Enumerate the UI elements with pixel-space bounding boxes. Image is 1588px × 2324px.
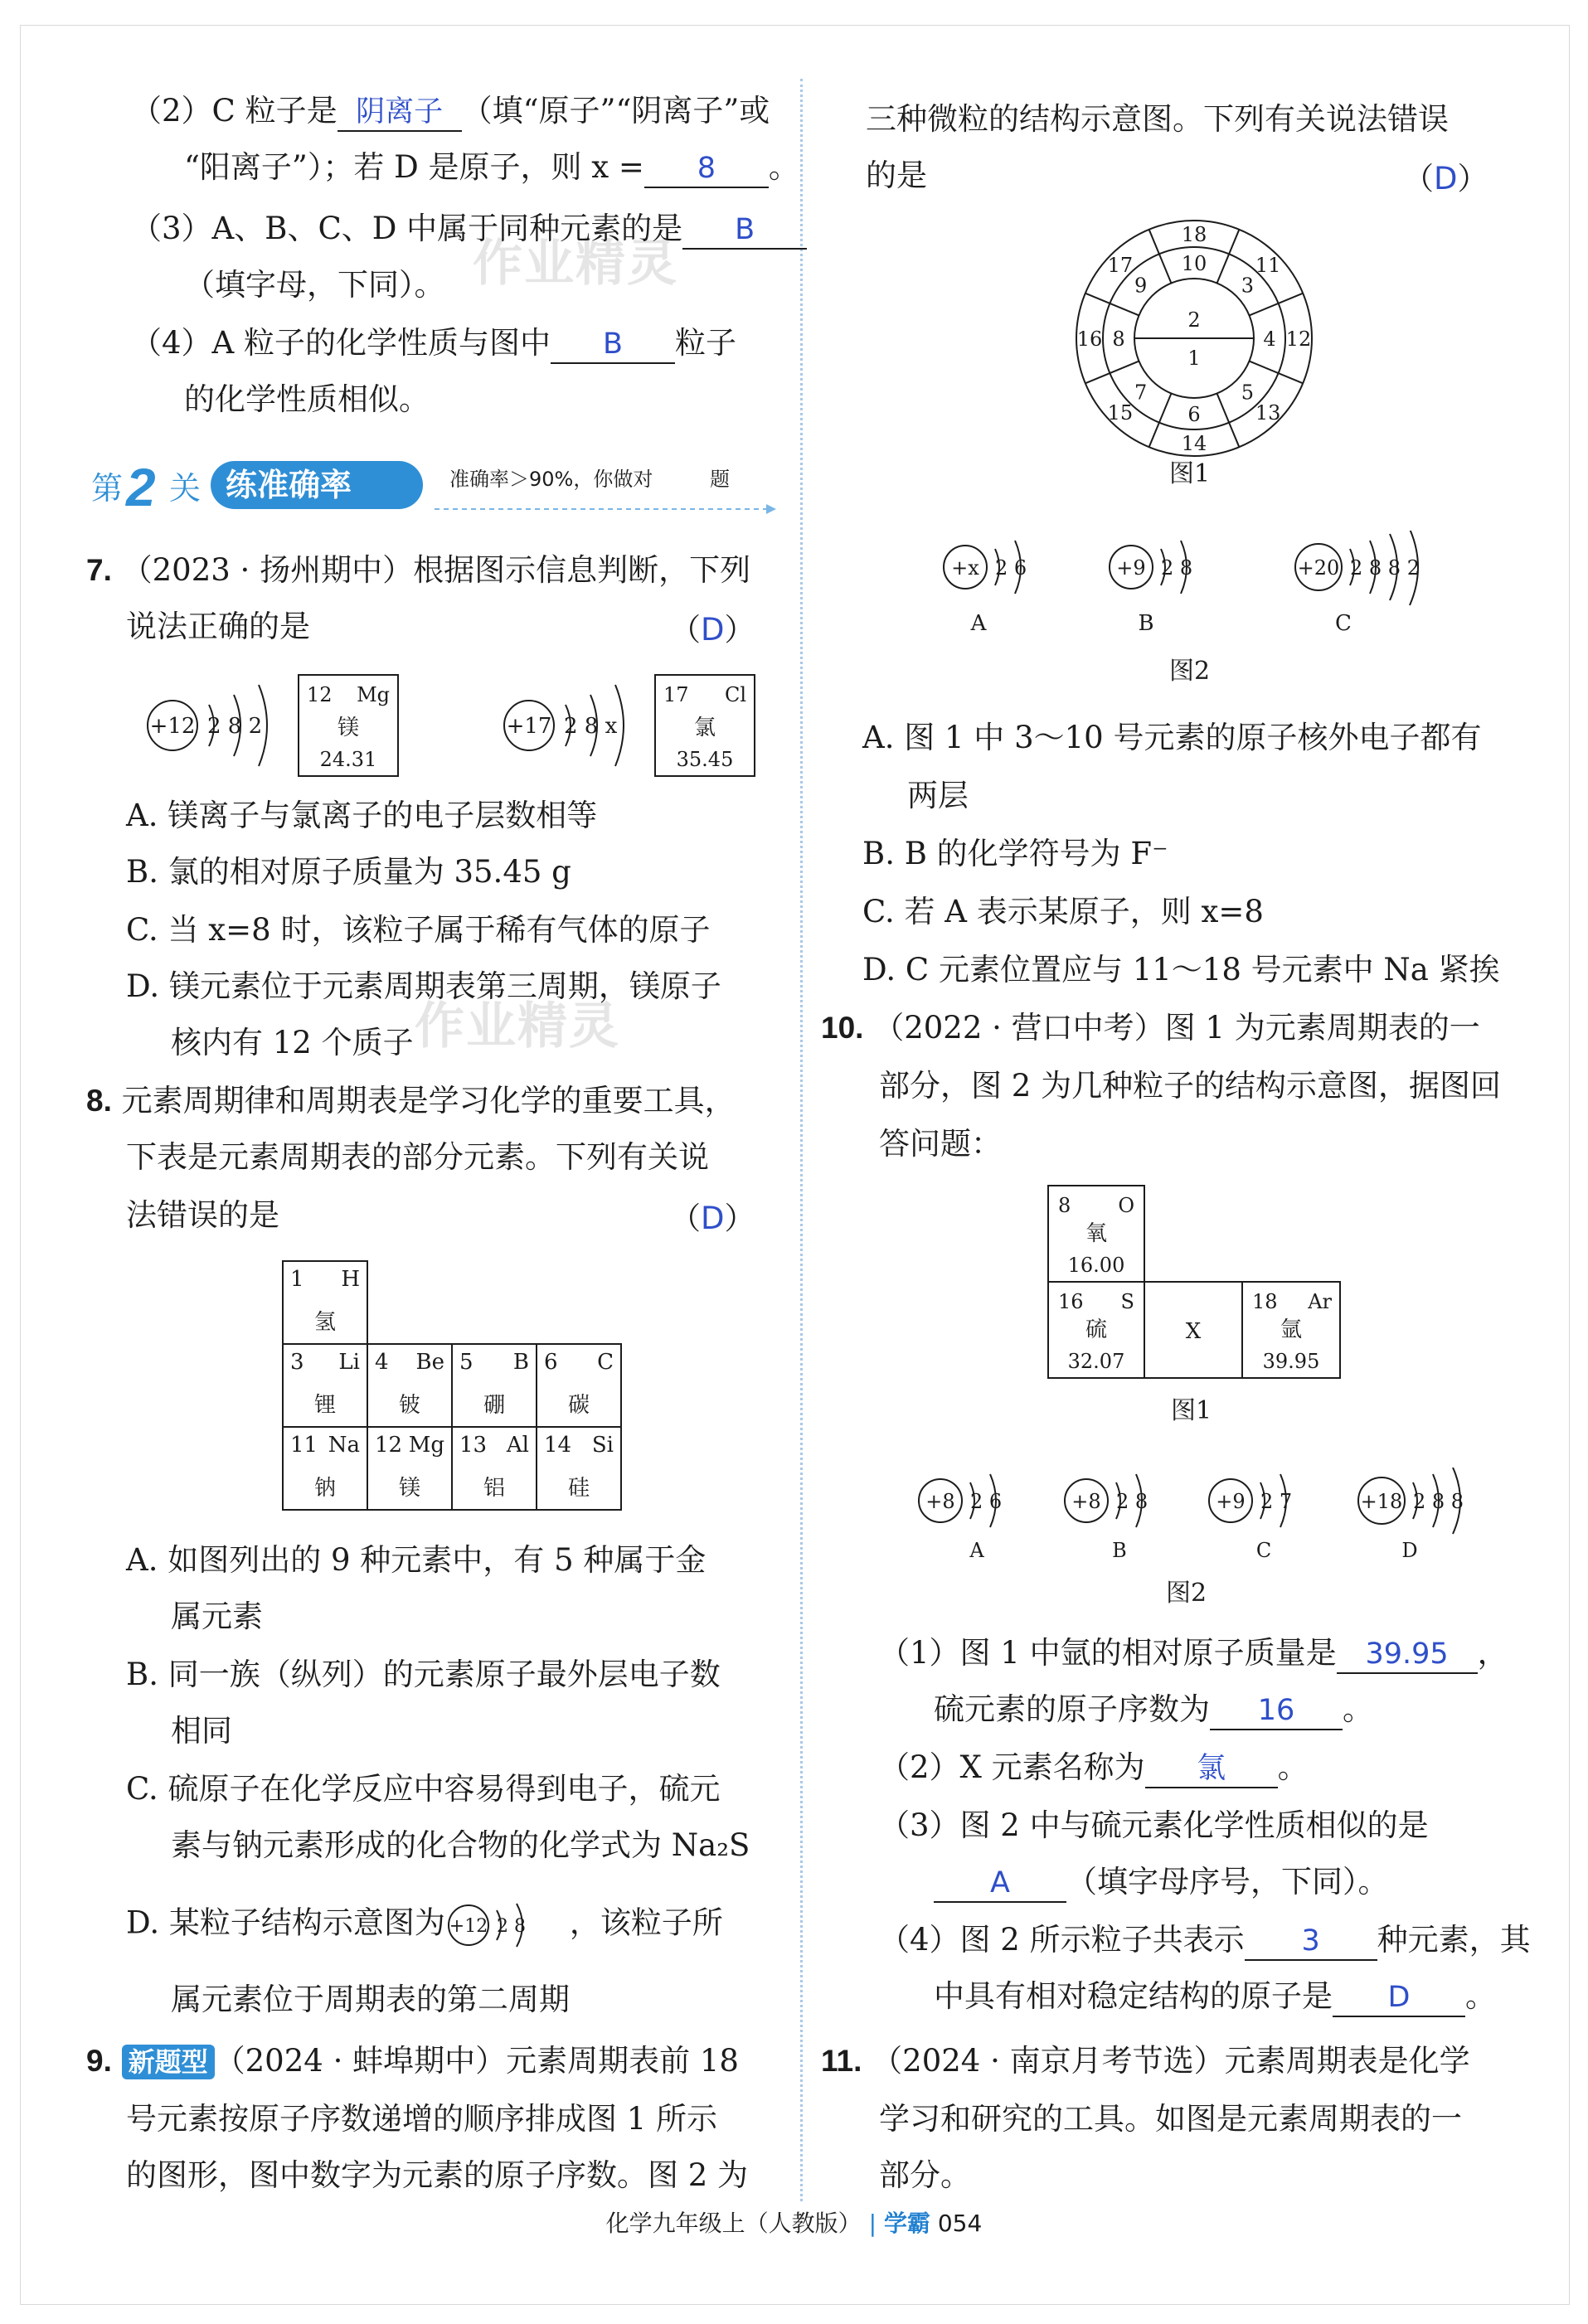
q9-particle-a-shells: 2 6 [995, 556, 1027, 580]
q8-cell: 5 B 硼 [452, 1344, 537, 1427]
q7-option-a: A. 镁离子与氯离子的电子层数相等 [126, 798, 598, 833]
svg-text:S: S [1120, 1290, 1134, 1313]
svg-text:2 8 8: 2 8 8 [1413, 1490, 1464, 1513]
q10-answer-x-name: 氯 [1145, 1750, 1278, 1788]
q8-cell: 3 Li 锂 [283, 1344, 367, 1427]
svg-text:24.31: 24.31 [319, 748, 377, 771]
wheel-outer-label: 13 [1255, 401, 1281, 425]
q9-new-type-tag: 新题型 [122, 2045, 215, 2079]
q9-option-d: D. C 元素位置应与 11～18 号元素中 Na 紧挨 [862, 952, 1500, 987]
wheel-mid-label: 5 [1241, 381, 1254, 405]
svg-text:39.95: 39.95 [1262, 1350, 1320, 1373]
svg-text:Mg: Mg [357, 683, 390, 706]
svg-text:+8: +8 [1071, 1490, 1101, 1513]
q9-option-b: B. B 的化学符号为 F⁻ [862, 836, 1168, 871]
wheel-mid-label: 9 [1134, 274, 1148, 298]
q9-stem-line4: 三种微粒的结构示意图。下列有关说法错误 [866, 101, 1449, 137]
column-divider [800, 79, 803, 2201]
q8-option-d-line2: 属元素位于周期表的第二周期 [171, 1982, 570, 2017]
svg-text:Cl: Cl [724, 683, 746, 706]
q7-answer: （D） [670, 612, 755, 648]
q7-stem-line1: 7. （2023 · 扬州期中）根据图示信息判断，下列 [86, 552, 751, 588]
q8-option-c-line2: 素与钠元素形成的化合物的化学式为 Na₂S [171, 1827, 750, 1863]
wheel-mid-label: 4 [1263, 327, 1276, 351]
q11-number: 11. [821, 2044, 862, 2078]
q7-cl-shells: 2 8 x [564, 714, 618, 739]
banner-accuracy-note: 准确率＞90%，你做对 [449, 468, 653, 491]
q9-figure2-caption: 图2 [1169, 657, 1211, 686]
banner-note-end: 题 [710, 468, 730, 491]
q6-answer-ion-type: 阴离子 [338, 94, 462, 132]
q8-cell: 1 H 氢 [283, 1261, 367, 1344]
svg-text:2 8: 2 8 [496, 1916, 526, 1937]
q10-stem-line2: 部分，图 2 为几种粒子的结构示意图，据图回 [879, 1068, 1502, 1104]
q10-part3-line2: A （填字母序号，下同）。 [934, 1861, 1389, 1904]
svg-text:35.45: 35.45 [676, 748, 734, 771]
svg-text:O: O [1118, 1194, 1134, 1217]
q9-stem-line5: 的是 [866, 158, 927, 193]
q9-figure1-caption: 图1 [1169, 459, 1211, 488]
wheel-mid-label: 6 [1187, 403, 1201, 426]
q7-option-d-line1: D. 镁元素位于元素周期表第三周期，镁原子 [126, 968, 721, 1004]
q8-answer: （D） [670, 1201, 755, 1236]
banner-title: 练准确率 [226, 467, 352, 503]
footer-brand: 学霸 [883, 2210, 930, 2237]
svg-text:镁: 镁 [337, 716, 360, 740]
svg-text:+9: +9 [1216, 1490, 1246, 1513]
q10-answer-similar: A [934, 1865, 1066, 1903]
svg-text:2 7: 2 7 [1260, 1490, 1293, 1513]
q8-cell: 13 Al 铝 [452, 1427, 537, 1510]
q8-stem-line3: 法错误的是 [126, 1197, 279, 1233]
q10-figure2-caption: 图2 [1166, 1579, 1207, 1608]
q7-number: 7. [86, 553, 112, 587]
q9-figure1-wheel [1061, 214, 1327, 463]
banner-di: 第 [91, 470, 124, 507]
q10-answer-s-number: 16 [1210, 1692, 1343, 1730]
q6-part3-line2: （填字母，下同）。 [184, 267, 445, 303]
q10-part1-line2: 硫元素的原子序数为 16 。 [934, 1688, 1373, 1731]
q10-number: 10. [821, 1011, 864, 1045]
q9-particle-b-shells: 2 8 [1161, 556, 1193, 580]
q10-figure1-table [1047, 1184, 1345, 1383]
banner-guan: 关 [169, 470, 202, 507]
q7-mg-shells: 2 8 2 [207, 714, 263, 739]
q9-answer: （D） [1403, 161, 1488, 196]
q9-particle-c-label: C [1335, 611, 1352, 636]
q6-answer-x: 8 [644, 150, 769, 188]
q7-mg-nucleus: +12 [149, 714, 196, 739]
wheel-outer-label: 12 [1285, 327, 1312, 351]
footer-page-number: 054 [937, 2210, 983, 2237]
q10-figure1-caption: 图1 [1171, 1396, 1212, 1425]
q11-stem-line2: 学习和研究的工具。如图是元素周期表的一 [879, 2101, 1462, 2137]
wheel-outer-label: 16 [1076, 327, 1103, 351]
footer-book-title: 化学九年级上（人教版） [605, 2210, 862, 2237]
q10-particle-d-label: D [1401, 1539, 1418, 1562]
section-banner [86, 456, 783, 518]
svg-text:+18: +18 [1360, 1490, 1403, 1513]
q8-cell: 11 Na 钠 [283, 1427, 367, 1510]
svg-text:Ar: Ar [1308, 1290, 1332, 1313]
wheel-outer-label: 17 [1107, 253, 1134, 277]
page-footer: 化学九年级上（人教版） | 学霸 054 [605, 2210, 983, 2237]
q10-answer-element-count: 3 [1245, 1923, 1377, 1961]
q7-stem-line2: 说法正确的是 [126, 609, 310, 644]
q9-option-a-line2: 两层 [907, 778, 969, 813]
q7-option-c: C. 当 x=8 时，该粒子属于稀有气体的原子 [126, 912, 711, 948]
wheel-outer-label: 15 [1107, 401, 1134, 425]
q8-option-d-line1: D. 某粒子结构示意图为 +12 2 8 ，该粒子所 [126, 1900, 723, 1950]
svg-text:X: X [1185, 1319, 1202, 1344]
q9-figure2 [929, 531, 1509, 638]
q8-cell: 4 Be 铍 [367, 1344, 452, 1427]
q9-stem-line1: 9. 新题型 （2024 · 蚌埠期中）元素周期表前 18 [86, 2043, 739, 2079]
banner-number: 2 [126, 458, 156, 517]
wheel-mid-label: 3 [1241, 274, 1254, 298]
q8-option-b-line2: 相同 [171, 1713, 232, 1749]
q9-particle-b-label: B [1138, 611, 1154, 636]
watermark: 作业精灵 [473, 235, 678, 293]
q8-option-b-line1: B. 同一族（纵列）的元素原子最外层电子数 [126, 1657, 721, 1692]
q7-option-d-line2: 核内有 12 个质子 [171, 1025, 414, 1060]
q9-particle-a-nucleus: +x [951, 556, 979, 580]
q10-figure2 [912, 1468, 1509, 1567]
q8-periodic-table [282, 1260, 622, 1511]
svg-text:2 6: 2 6 [970, 1490, 1003, 1513]
q10-stem-line3: 答问题： [879, 1126, 1002, 1162]
q8-option-a-line1: A. 如图列出的 9 种元素中，有 5 种属于金 [126, 1542, 707, 1578]
q10-stem-line1: 10. （2022 · 营口中考）图 1 为元素周期表的一 [821, 1010, 1480, 1046]
q10-answer-stable-atom: D [1333, 1979, 1465, 2017]
q10-particle-a-label: A [969, 1539, 984, 1562]
svg-text:2 8: 2 8 [1116, 1490, 1149, 1513]
watermark: 作业精灵 [415, 997, 620, 1055]
wheel-outer-label: 18 [1181, 223, 1207, 246]
svg-text:17: 17 [663, 683, 689, 706]
q9-particle-c-shells: 2 8 8 2 [1350, 556, 1420, 580]
svg-text:氯: 氯 [693, 716, 716, 740]
wheel-outer-label: 11 [1255, 253, 1281, 277]
q6-part2-line1: （2）C 粒子是 阴离子 （填“原子”“阴离子”或 [131, 90, 770, 133]
q10-particle-b-label: B [1112, 1539, 1127, 1562]
q8-stem-line1: 8. 元素周期律和周期表是学习化学的重要工具， [86, 1083, 736, 1118]
wheel-inner-top-label: 2 [1187, 308, 1201, 332]
svg-text:硫: 硫 [1085, 1317, 1108, 1342]
q6-answer-same-element: B [682, 211, 807, 250]
q6-part2-line2: “阳离子”）；若 D 是原子，则 x = 8 。 [184, 146, 799, 189]
svg-text:12: 12 [307, 683, 333, 706]
svg-text:氩: 氩 [1280, 1317, 1303, 1342]
q7-diagram [141, 663, 771, 788]
wheel-mid-label: 8 [1112, 327, 1125, 351]
svg-text:18: 18 [1252, 1290, 1278, 1313]
q7-cl-nucleus: +17 [506, 714, 552, 739]
svg-text:+12: +12 [449, 1916, 488, 1937]
q10-part1-line1: （1）图 1 中氩的相对原子质量是 39.95 ， [879, 1632, 1508, 1675]
q8-cell: 14 Si 硅 [537, 1427, 621, 1510]
q8-option-c-line1: C. 硫原子在化学反应中容易得到电子，硫元 [126, 1771, 721, 1807]
q8-cell: 12 Mg 镁 [367, 1427, 452, 1510]
q8-d-particle-diagram [445, 1900, 570, 1950]
wheel-inner-bottom-label: 1 [1187, 347, 1201, 370]
q11-stem-line3: 部分。 [879, 2157, 971, 2193]
q8-cell: 6 C 碳 [537, 1344, 621, 1427]
q9-stem-line2: 号元素按原子序数递增的顺序排成图 1 所示 [126, 2101, 718, 2137]
q6-answer-similar: B [551, 326, 675, 364]
svg-text:16.00: 16.00 [1067, 1254, 1125, 1277]
q10-answer-ar-mass: 39.95 [1337, 1636, 1478, 1674]
q9-particle-b-nucleus: +9 [1116, 556, 1146, 580]
svg-text:氧: 氧 [1085, 1221, 1108, 1246]
q8-number: 8. [86, 1084, 112, 1118]
q9-number: 9. [86, 2044, 112, 2078]
svg-text:16: 16 [1058, 1290, 1084, 1313]
q6-part3-line1: （3）A、B、C、D 中属于同种元素的是 B [131, 207, 807, 250]
q6-part4-line1: （4）A 粒子的化学性质与图中 B 粒子 [131, 322, 736, 365]
q10-part3-line1: （3）图 2 中与硫元素化学性质相似的是 [879, 1807, 1429, 1843]
q10-part2: （2）X 元素名称为 氯 。 [879, 1746, 1309, 1789]
svg-text:32.07: 32.07 [1067, 1350, 1125, 1373]
wheel-outer-label: 14 [1181, 432, 1207, 455]
banner-graphic [86, 456, 783, 518]
q7-option-b: B. 氯的相对原子质量为 35.45 g [126, 854, 571, 890]
q11-stem-line1: 11. （2024 · 南京月考节选）元素周期表是化学 [821, 2043, 1470, 2079]
svg-text:+8: +8 [925, 1490, 955, 1513]
svg-text:8: 8 [1058, 1194, 1071, 1217]
q9-option-c: C. 若 A 表示某原子，则 x=8 [862, 894, 1264, 929]
q10-particle-c-label: C [1255, 1539, 1272, 1562]
q8-stem-line2: 下表是元素周期表的部分元素。下列有关说 [126, 1139, 709, 1175]
q8-option-a-line2: 属元素 [171, 1599, 263, 1634]
q6-part4-line2: 的化学性质相似。 [184, 381, 430, 417]
q10-part4-line1: （4）图 2 所示粒子共表示 3 种元素，其 [879, 1919, 1531, 1962]
wheel-mid-label: 7 [1134, 381, 1148, 405]
q10-part4-line2: 中具有相对稳定结构的原子是 D 。 [934, 1975, 1496, 2018]
banner-arrow [766, 504, 776, 514]
q9-particle-c-nucleus: +20 [1297, 556, 1340, 580]
q9-stem-line3: 的图形，图中数字为元素的原子序数。图 2 为 [126, 2157, 749, 2193]
q9-option-a-line1: A. 图 1 中 3～10 号元素的原子核外电子都有 [862, 720, 1482, 755]
wheel-mid-label: 10 [1181, 252, 1207, 275]
q9-particle-a-label: A [970, 611, 987, 636]
